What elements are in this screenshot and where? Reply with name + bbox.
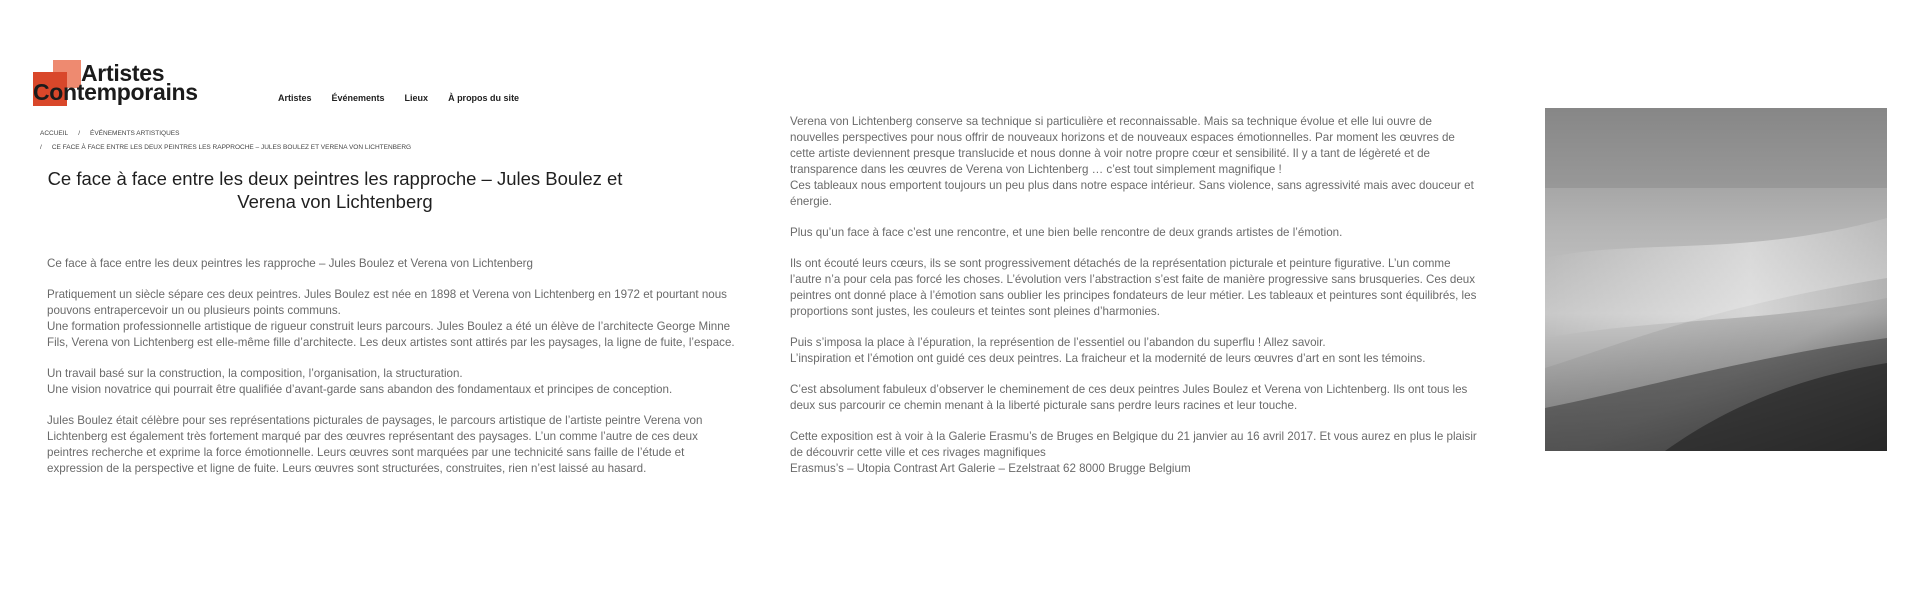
nav-item-artistes[interactable]: Artistes <box>278 93 312 103</box>
paragraph <box>790 256 1480 320</box>
site-logo[interactable] <box>33 60 223 106</box>
text-line: Ce face à face entre les deux peintres les rapproche – Jules Boulez et Verena von Lichtenberg <box>47 257 533 270</box>
paragraph <box>790 382 1480 414</box>
breadcrumb <box>40 127 411 155</box>
text-line: Puis s’imposa la place à l’épuration, la représention de l’essentiel ou l’abandon du superflu ! Allez savoir. <box>790 336 1326 349</box>
paragraph <box>47 287 737 351</box>
text-line: Ces tableaux nous emportent toujours un peu plus dans notre espace intérieur. Sans violence, sans agressivité mais avec douceur et énergie. <box>790 179 1474 208</box>
paragraph <box>790 114 1480 210</box>
text-line: Une vision novatrice qui pourrait être qualifiée d’avant-garde sans abandon des fondamentaux et principes de conception. <box>47 383 673 396</box>
breadcrumb-home[interactable]: ACCUEIL <box>40 130 69 137</box>
text-line: C’est absolument fabuleux d’observer le cheminement de ces deux peintres Jules Boulez et Verena von Lichtenberg. Ils ont tous les deux sus parcourir ce chemin menant à la liberté picturale sans perdre leurs racines et leur touche. <box>790 383 1468 412</box>
breadcrumb-section[interactable]: ÉVÉNEMENTS ARTISTIQUES <box>90 130 180 137</box>
main-nav <box>278 93 539 103</box>
nav-item-lieux[interactable]: Lieux <box>404 93 429 103</box>
nav-item-a-propos[interactable]: À propos du site <box>448 93 520 103</box>
text-line: Cette exposition est à voir à la Galerie Erasmu’s de Bruges en Belgique du 21 janvier au 16 avril 2017. Et vous aurez en plus le plaisir de découvrir cette ville et ces rivages magnifiques <box>790 430 1477 459</box>
page-title: Ce face à face entre les deux peintres les rapproche – Jules Boulez et Verena von Lichtenberg <box>47 168 623 212</box>
text-line: Ils ont écouté leurs cœurs, ils se sont progressivement détachés de la représentation picturale et peinture figurative. L’un comme l’autre n’a pour cela pas forcé les choses. L’évolution vers l’abstraction s’est faite de manière progressive sans brusqueries. Ces deux peintres ont donné place à l’émotion sans oublier les principes fondateurs de leur métier. Les tableaux et peintures sont équilibrés, les proportions sont justes, les couleurs et teintes sont pleines d’harmonies. <box>790 257 1477 318</box>
logo-line-2: Contemporains <box>33 79 198 105</box>
paragraph <box>790 429 1480 477</box>
breadcrumb-separator: / <box>78 130 80 137</box>
text-line: Plus qu’un face à face c’est une rencontre, et une bien belle rencontre de deux grands artistes de l’émotion. <box>790 226 1343 239</box>
text-line: Verena von Lichtenberg conserve sa technique si particulière et reconnaissable. Mais sa technique évolue et elle lui ouvre de nouvelles perspectives pour nous offrir de nouveaux horizons et de nouveaux espaces émotionnelles. Par moment les œuvres de cette artiste deviennent presque translucide et nous donne à voir notre propre cœur et sensibilité. Il y a tant de légèreté et de transparence dans les œuvres de Verena von Lichtenberg … c’est tout simplement magnifique ! <box>790 115 1455 176</box>
artwork-image[interactable] <box>1545 108 1887 451</box>
text-line: Pratiquement un siècle sépare ces deux peintres. Jules Boulez est née en 1898 et Verena von Lichtenberg en 1972 et pourtant nous pouvons entrapercevoir un ou plusieurs points communs. <box>47 288 727 317</box>
logo-line-1: Artistes <box>81 60 165 86</box>
nav-item-evenements[interactable]: Événements <box>331 93 385 103</box>
article-body-left <box>47 256 737 492</box>
text-line: Un travail basé sur la construction, la composition, l’organisation, la structuration. <box>47 367 463 380</box>
paragraph <box>790 225 1480 241</box>
text-line: L’inspiration et l’émotion ont guidé ces deux peintres. La fraicheur et la modernité de leurs œuvres d’art en sont les témoins. <box>790 352 1426 365</box>
text-line: Une formation professionnelle artistique de rigueur construit leurs parcours. Jules Boulez a été un élève de l’architecte George Minne Fils, Verena von Lichtenberg est elle-même fille d’architecte. Les deux artistes sont attirés par les paysages, la ligne de fuite, l’espace. <box>47 320 735 349</box>
paragraph <box>47 256 737 272</box>
paragraph <box>790 335 1480 367</box>
breadcrumb-separator: / <box>40 144 42 151</box>
breadcrumb-current: CE FACE À FACE ENTRE LES DEUX PEINTRES LES RAPPROCHE – JULES BOULEZ ET VERENA VON LICHTENBERG <box>51 144 412 151</box>
artwork-canvas <box>1545 108 1887 451</box>
paragraph <box>47 413 737 477</box>
article-body-right <box>790 114 1480 492</box>
logo-text <box>33 60 198 105</box>
text-line: Jules Boulez était célèbre pour ses représentations picturales de paysages, le parcours artistique de l’artiste peintre Verena von Lichtenberg est également très fortement marqué par des œuvres représentant des paysages. L’un comme l’autre de ces deux peintres recherche et exprime la force émotionnelle. Leurs œuvres sont marquées par une technicité sans faille de l’étude et expression de la perspective et ligne de fuite. Leurs œuvres sont structurées, construites, rien n’est laissé au hasard. <box>47 414 703 475</box>
paragraph <box>47 366 737 398</box>
text-line: Erasmus’s – Utopia Contrast Art Galerie – Ezelstraat 62 8000 Brugge Belgium <box>790 462 1191 475</box>
